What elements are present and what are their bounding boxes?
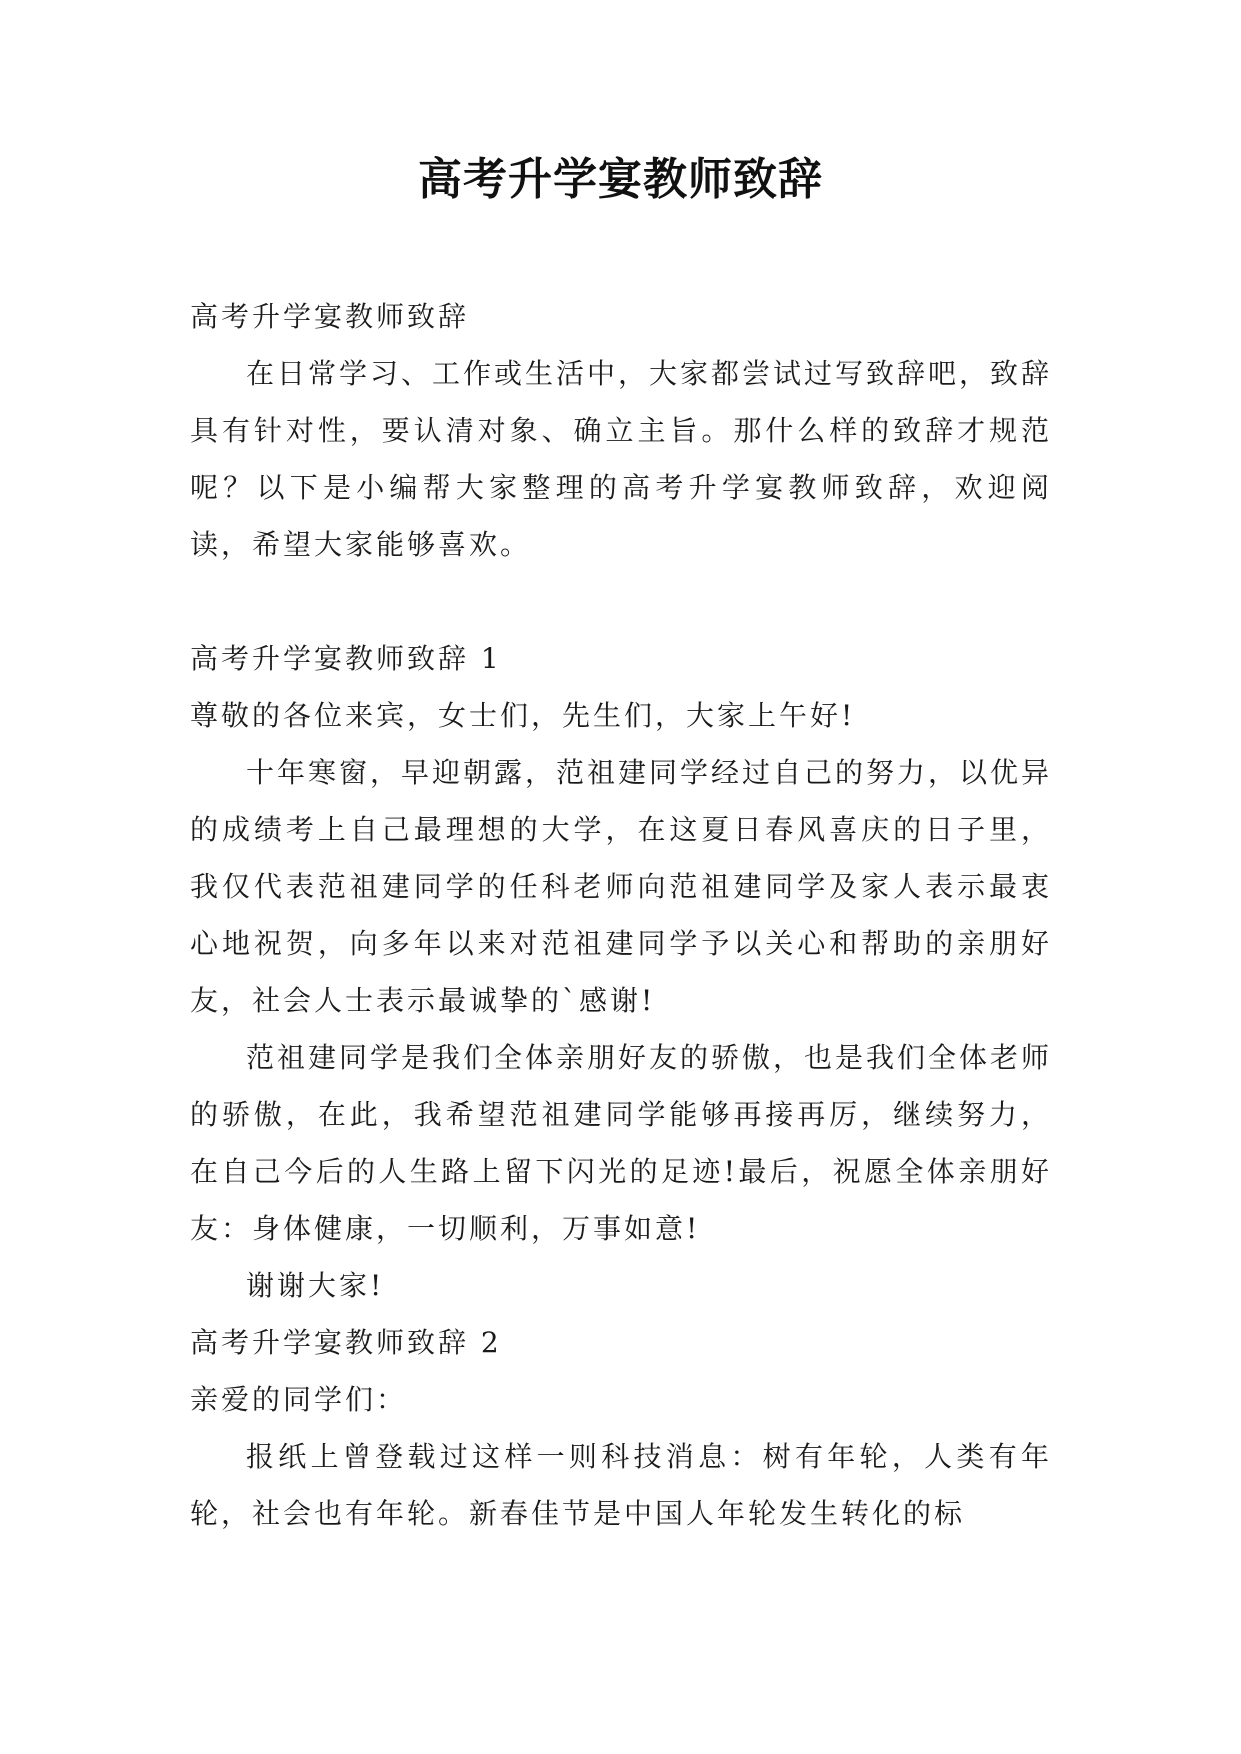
intro-paragraph: 在日常学习、工作或生活中，大家都尝试过写致辞吧，致辞具有针对性，要认清对象、确立主旨。那什么样的致辞才规范呢？以下是小编帮大家整理的高考升学宴教师致辞，欢迎阅读，希望大家能够喜欢。 bbox=[190, 357, 1053, 561]
section-1-closing: 谢谢大家! bbox=[246, 1269, 385, 1302]
section-heading-2: 高考升学宴教师致辞 2 bbox=[190, 1326, 502, 1359]
document-body bbox=[190, 288, 1052, 1542]
section-1-paragraph: 十年寒窗，早迎朝露，范祖建同学经过自己的努力，以优异的成绩考上自己最理想的大学，在这夏日春风喜庆的日子里，我仅代表范祖建同学的任科老师向范祖建同学及家人表示最衷心地祝贺，向多年以来对范祖建同学予以关心和帮助的亲朋好友，社会人士表示最诚挚的`感谢! bbox=[190, 756, 1053, 1017]
document-title: 高考升学宴教师致辞 bbox=[418, 154, 823, 205]
section-2-paragraph: 报纸上曾登载过这样一则科技消息：树有年轮，人类有年轮，社会也有年轮。新春佳节是中国人年轮发生转化的标 bbox=[190, 1440, 1052, 1530]
document-subtitle: 高考升学宴教师致辞 bbox=[190, 300, 470, 333]
section-1-greeting: 尊敬的各位来宾，女士们，先生们，大家上午好! bbox=[190, 699, 856, 732]
section-2-greeting: 亲爱的同学们： bbox=[190, 1383, 408, 1416]
section-heading-1: 高考升学宴教师致辞 1 bbox=[190, 642, 502, 675]
section-1-paragraph: 范祖建同学是我们全体亲朋好友的骄傲，也是我们全体老师的骄傲，在此，我希望范祖建同学能够再接再厉，继续努力，在自己今后的人生路上留下闪光的足迹!最后，祝愿全体亲朋好友：身体健康，一切顺利，万事如意! bbox=[190, 1041, 1053, 1245]
